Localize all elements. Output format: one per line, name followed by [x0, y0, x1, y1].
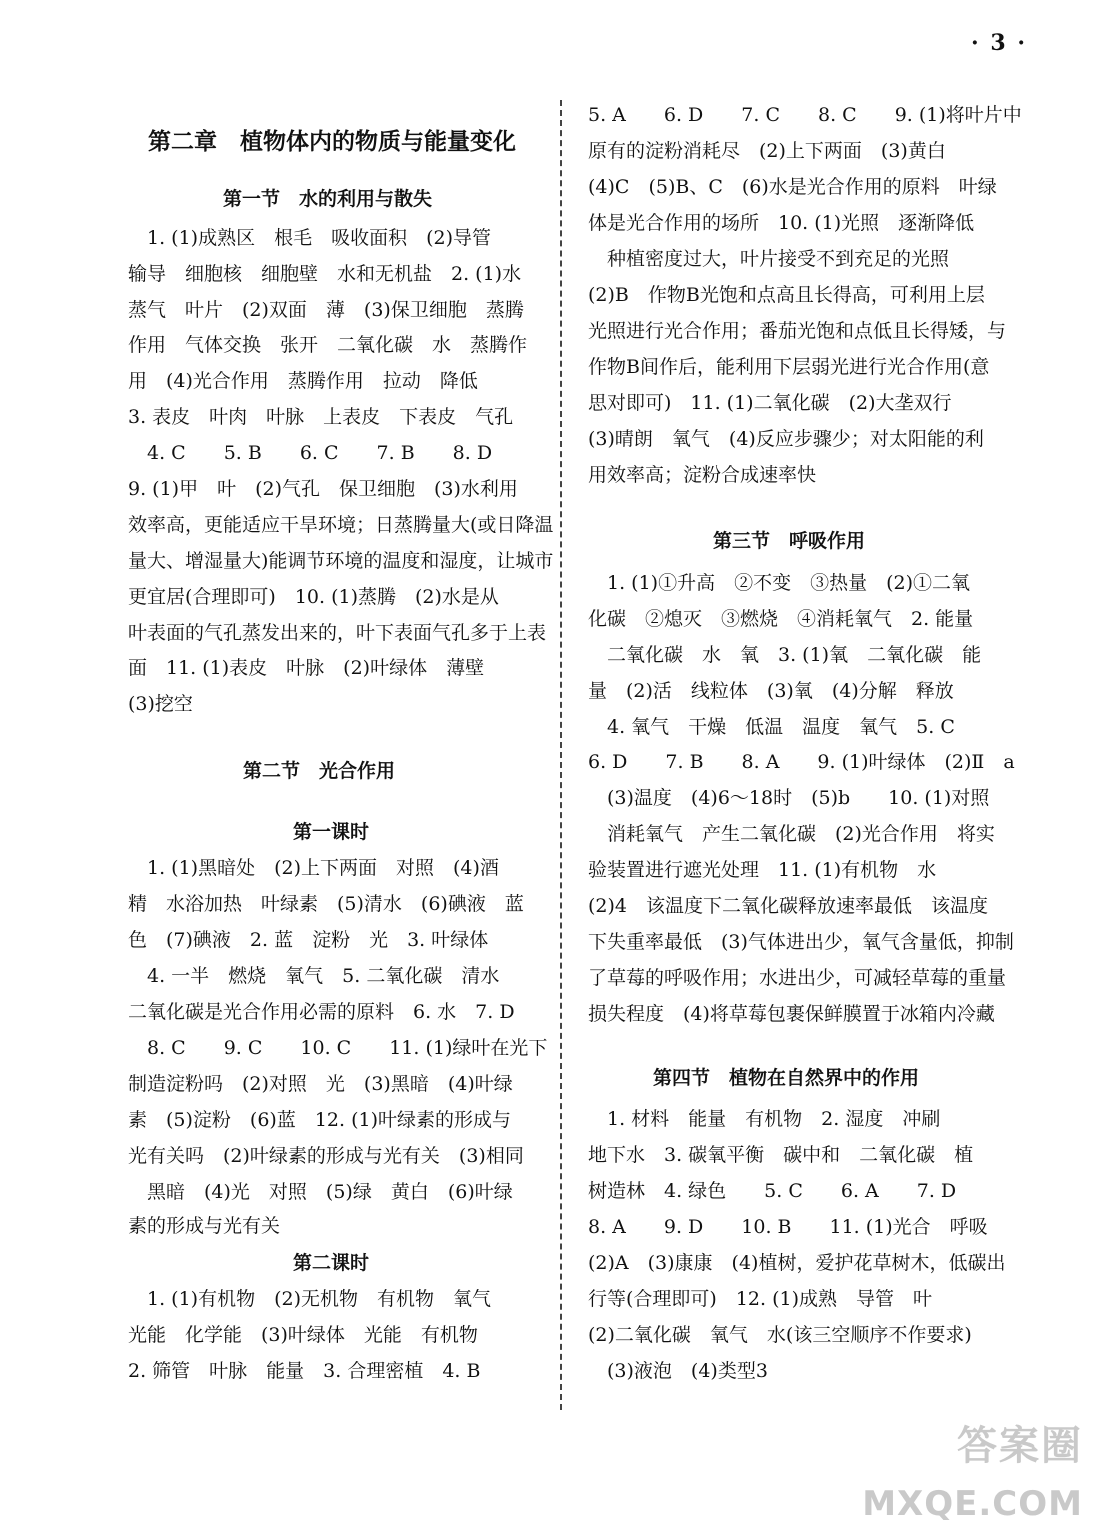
answer-line: 了草莓的呼吸作用；水进出少，可减轻草莓的重量 — [588, 967, 1007, 989]
answer-line: 3. 表皮 叶肉 叶脉 上表皮 下表皮 气孔 — [128, 406, 514, 428]
section-heading: 第二课时 — [293, 1252, 370, 1274]
answer-line: 种植密度过大，叶片接受不到充足的光照 — [588, 248, 950, 270]
answer-line: 1. (1)有机物 (2)无机物 有机物 氧气 — [128, 1288, 491, 1310]
answer-line: 效率高，更能适应干旱环境；日蒸腾量大(或日降温 — [128, 514, 554, 536]
answer-line: (3)液泡 (4)类型3 — [588, 1360, 768, 1382]
answer-line: 作用 气体交换 张开 二氧化碳 水 蒸腾作 — [128, 334, 528, 356]
answer-line: 面 11. (1)表皮 叶脉 (2)叶绿体 薄壁 — [128, 657, 485, 679]
answer-line: 6. D 7. B 8. A 9. (1)叶绿体 (2)Ⅱ a — [588, 751, 1015, 773]
answer-line: 制造淀粉吗 (2)对照 光 (3)黑暗 (4)叶绿 — [128, 1073, 513, 1095]
answer-line: 光有关吗 (2)叶绿素的形成与光有关 (3)相同 — [128, 1145, 524, 1167]
answer-line: 量大、增湿量大)能调节环境的温度和湿度，让城市 — [128, 550, 554, 572]
answer-line: 2. 筛管 叶脉 能量 3. 合理密植 4. B — [128, 1360, 481, 1382]
answer-line: 叶表面的气孔蒸发出来的，叶下表面气孔多于上表 — [128, 622, 547, 644]
column-divider — [560, 100, 562, 1410]
answer-line: 体是光合作用的场所 10. (1)光照 逐渐降低 — [588, 212, 975, 234]
answer-line: (3)晴朗 氧气 (4)反应步骤少；对太阳能的利 — [588, 428, 984, 450]
answer-line: (2)4 该温度下二氧化碳释放速率最低 该温度 — [588, 895, 989, 917]
answer-line: 黑暗 (4)光 对照 (5)绿 黄白 (6)叶绿 — [128, 1181, 513, 1203]
watermark — [862, 1414, 1083, 1524]
answer-line: 8. C 9. C 10. C 11. (1)绿叶在光下 — [128, 1037, 548, 1059]
answer-line: 消耗氧气 产生二氧化碳 (2)光合作用 将实 — [588, 823, 995, 845]
page-number: · 3 · — [971, 30, 1027, 56]
answer-line: 地下水 3. 碳氧平衡 碳中和 二氧化碳 植 — [588, 1144, 974, 1166]
answer-line: 光能 化学能 (3)叶绿体 光能 有机物 — [128, 1324, 478, 1346]
answer-line: 损失程度 (4)将草莓包裹保鲜膜置于冰箱内冷藏 — [588, 1003, 995, 1025]
answer-line: 化碳 ②熄灭 ③燃烧 ④消耗氧气 2. 能量 — [588, 608, 974, 630]
answer-line: 用效率高；淀粉合成速率快 — [588, 464, 817, 486]
answer-line: 素 (5)淀粉 (6)蓝 12. (1)叶绿素的形成与 — [128, 1109, 511, 1131]
answer-line: 5. A 6. D 7. C 8. C 9. (1)将叶片中 — [588, 104, 1022, 126]
answer-line: 9. (1)甲 叶 (2)气孔 保卫细胞 (3)水利用 — [128, 478, 518, 500]
answer-line: 二氧化碳 水 氧 3. (1)氧 二氧化碳 能 — [588, 644, 982, 666]
answer-line: (2)A (3)康康 (4)植树，爱护花草树木，低碳出 — [588, 1252, 1006, 1274]
answer-line: 色 (7)碘液 2. 蓝 淀粉 光 3. 叶绿体 — [128, 929, 489, 951]
answer-line: 作物B间作后，能利用下层弱光进行光合作用(意 — [588, 356, 990, 378]
answer-line: (4)C (5)B、C (6)水是光合作用的原料 叶绿 — [588, 176, 997, 198]
answer-line: 蒸气 叶片 (2)双面 薄 (3)保卫细胞 蒸腾 — [128, 299, 524, 321]
watermark-url: MXQE.COM — [862, 1484, 1083, 1524]
answer-line: 验装置进行遮光处理 11. (1)有机物 水 — [588, 859, 937, 881]
answer-line: 1. (1)成熟区 根毛 吸收面积 (2)导管 — [128, 227, 491, 249]
answer-line: (3)温度 (4)6～18时 (5)b 10. (1)对照 — [588, 787, 990, 809]
answer-line: 思对即可) 11. (1)二氧化碳 (2)大垄双行 — [588, 392, 952, 414]
section-heading: 第二节 光合作用 — [243, 760, 396, 782]
answer-line: 4. 一半 燃烧 氧气 5. 二氧化碳 清水 — [128, 965, 500, 987]
answer-line: (2)B 作物B光饱和点高且长得高，可利用上层 — [588, 284, 985, 306]
answer-line: 树造林 4. 绿色 5. C 6. A 7. D — [588, 1180, 957, 1202]
answer-line: 8. A 9. D 10. B 11. (1)光合 呼吸 — [588, 1216, 988, 1238]
answer-line: 4. C 5. B 6. C 7. B 8. D — [128, 442, 493, 464]
answer-line: 下失重率最低 (3)气体进出少，氧气含量低，抑制 — [588, 931, 1014, 953]
answer-line: (2)二氧化碳 氧气 水(该三空顺序不作要求) — [588, 1324, 972, 1346]
section-heading: 第一节 水的利用与散失 — [223, 188, 433, 210]
chapter-title: 第二章 植物体内的物质与能量变化 — [148, 128, 516, 155]
answer-line: 更宜居(合理即可) 10. (1)蒸腾 (2)水是从 — [128, 586, 499, 608]
answer-line: (3)挖空 — [128, 693, 193, 715]
watermark-logo-text: 答案圈 — [957, 1423, 1083, 1469]
section-heading: 第一课时 — [293, 821, 370, 843]
answer-line: 4. 氧气 干燥 低温 温度 氧气 5. C — [588, 716, 955, 738]
answer-line: 1. 材料 能量 有机物 2. 湿度 冲刷 — [588, 1108, 941, 1130]
answer-line: 1. (1)黑暗处 (2)上下两面 对照 (4)酒 — [128, 857, 499, 879]
answer-line: 原有的淀粉消耗尽 (2)上下两面 (3)黄白 — [588, 140, 946, 162]
answer-line: 用 (4)光合作用 蒸腾作用 拉动 降低 — [128, 370, 478, 392]
answer-line: 光照进行光合作用；番茄光饱和点低且长得矮，与 — [588, 320, 1007, 342]
answer-line: 1. (1)①升高 ②不变 ③热量 (2)①二氧 — [588, 572, 970, 594]
answer-line: 量 (2)活 线粒体 (3)氧 (4)分解 释放 — [588, 680, 954, 702]
answer-line: 素的形成与光有关 — [128, 1215, 281, 1237]
answer-line: 二氧化碳是光合作用必需的原料 6. 水 7. D — [128, 1001, 515, 1023]
answer-line: 精 水浴加热 叶绿素 (5)清水 (6)碘液 蓝 — [128, 893, 524, 915]
answer-line: 输导 细胞核 细胞壁 水和无机盐 2. (1)水 — [128, 263, 522, 285]
section-heading: 第四节 植物在自然界中的作用 — [653, 1067, 920, 1089]
answer-line: 行等(合理即可) 12. (1)成熟 导管 叶 — [588, 1288, 932, 1310]
section-heading: 第三节 呼吸作用 — [713, 530, 866, 552]
